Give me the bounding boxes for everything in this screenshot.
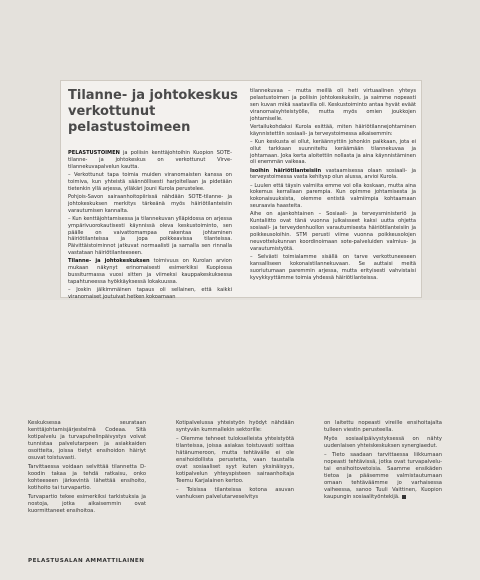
subhead-text: vastaamisessa olaan sosiaali- ja terveystoimessa vasta kehitysp olun alussa, arvioi Kurola. <box>250 167 416 181</box>
paragraph <box>324 452 442 501</box>
paragraph: – Olemme tehneet tulokselleista yhteistyötä tilanteissa, joissa asiakas toistuvasti soittaa hätänumeroon, mutta tehtävälle ei ole ensihoidollista perustetta, vaan taustalla ovat sosiaaliset syyt kuten yksinäisyys, kotipalvelun yhteyspisteen sairaanhoitaja Teemu Karjalainen kertoo. <box>176 436 294 484</box>
paragraph: – Kun keskusta ei ollut, keräännyttiin johonkin paikkaan, jota ei ollut tarkkaan suunniteltu keräämään tilannekuvaa ja johtamaan. Joka kerta aloitettiin nollasta ja aina käynnistäminen oli enemmän vaikeaa. <box>250 138 416 166</box>
paragraph: Pohjois-Savon sairaanhoitopiirissä nähdään SOTE-tilanne- ja johtokeskuksen merkitys tärkeänä myös häiriötilanteisiin varautumisen kannalta. <box>68 193 232 214</box>
subhead-text: toimivuus on Kurolan arvion mukaan näkynyt erinomaisesti esimerkiksi Kuopiossa bussiturmassa vuosi sitten ja viimeksi kauppakeskuksessa tapahtuneessa hyökkäyksessä lokakuussa. <box>68 258 232 286</box>
subhead-paragraph <box>250 168 416 182</box>
paragraph: – Selvästi toimialamme sisällä on tarve verkottuneeseen kansalliseen kokonaistilannekuvaan. Se auttaisi meitä suoriutumaan paremmin arjessa, mutta erityisesti vahvistaisi kyvykkyyttämme toimia yhdessä häiriötilanteissa. <box>250 253 416 281</box>
paragraph: – Joskin jälkimmäinen tapaus oli sellainen, että kaikki viranomaiset joutuivat hetken kokoamaan <box>68 287 232 301</box>
paragraph: Tarvittaessa voidaan selvittää tilannetta D-koodin takaa ja tehdä ratkaisu, onko kohteeseen järkevintä lähettää ensihoito, kotihoito tai turvapartio. <box>28 464 146 491</box>
article-title: Tilanne- ja johtokeskus verkottunut pelastustoimeen <box>68 88 238 135</box>
end-mark-icon <box>402 495 406 499</box>
lead-text: ja poliisin kenttäjohtoihin Kuopion SOTE-tilanne- ja johtokeskus on verkottunut Virve-tilannekuvapalvelun kautta. <box>68 150 232 170</box>
paragraph: – Toisissa tilanteissa kotona asuvan vanhuksen palvelutarveselvitys <box>176 487 294 500</box>
subhead-paragraph <box>68 258 232 286</box>
paragraph: Myös sosiaalipäivystyksessä on nähty uudenlaisen yhteiskeskuksen synergiaedut. <box>324 436 442 449</box>
paragraph: – Verkottunut tapa toimia muiden viranomaisten kanssa on toimiva, kun yhteistä säännöllisesti harjoitellaan ja pidetään tietenkin yllä arjessa, ylläkäri Jouni Kurola perustelee. <box>68 171 232 192</box>
lead-bold: PELASTUSTOIMEN <box>68 150 120 156</box>
lower-column-1 <box>28 420 146 517</box>
paragraph: – Luulen että täysin valmiita emme voi olla koskaan, mutta aina kokemus kerrallaan parempia. Kun opimme johtamisesta ja kokonaisuuksista, olemme entistä valmiimpia kohtaamaan seuraavia haasteita. <box>250 182 416 210</box>
paragraph: Vertailukohdaksi Kurola esittää, miten häiriötilannejohtaminen käynnistettiin sosiaali- ja terveystoimessa aikaisemmin: <box>250 123 416 137</box>
lower-column-3 <box>324 420 442 503</box>
paragraph: Keskuksessa seurataan kenttäjohtamisjärjestelmä Codeaa. Sitä kotipalvelu ja turvapuhelinpäivystys voivat tunnistaa palvelutarpeen ja asiakkaiden osoitteita, joissa tietyt ensihoidon häiriyt osuvat toistuvasti. <box>28 420 146 461</box>
paragraph: Aihe on ajankohtainen – Sosiaali- ja terveysministeriö ja Kuntaliitto ovat tänä vuonna julkaisseet kaksi uutta ohjetta sosiaali- ja terveydenhuollon varautumisesta häiriötilanteisiin ja poikkeusoloihin. STM perusti viime vuonna poikkeusolojen neuvottelukunnan koordinoimaan sote-palveluiden valmius- ja varautumistyötä. <box>250 211 416 252</box>
paragraph: tilannekuvaa – mutta meillä oli heti virtuaalinen yhteys pelastustoimen ja poliisin johtokeskuksiin, ja saimme nopeasti sen kuvan mikä saatavilla oli. Keskustoiminto antaa hyvät eväät viranomaisyhteistyölle, mutta myös omien joukkojen johtamiselle. <box>250 88 416 122</box>
paragraph: on laitettu nopeasti vireille ensihoitajalta tulleen viestin perusteella. <box>324 420 442 433</box>
paragraph: Kotipalvelussa yhteistyön hyödyt nähdään syntyvän kummallekin sektorille: <box>176 420 294 433</box>
lower-column-2 <box>176 420 294 503</box>
footer-publication-name: PELASTUSALAN AMMATTILAINEN <box>28 558 145 564</box>
lead-paragraph <box>68 150 232 171</box>
paragraph-text: – Tieto saadaan tarvittaessa liikkumaan nopeasti tehtävissä, jotka ovat turvapalvelu- tai ensihoitovetoisia. Saamme ensikäden tietoa ja pääsemme valmistautumaan omaan tehtäväämme jo varhaisessa vaiheessa, sanoo Tuuli Vaittinen, Kuopion kaupungin sosiaalityöntekijä. <box>324 452 442 500</box>
paragraph: Turvapartio tekee esimerkiksi tarkistuksia ja nostoja, jotka aikaisemmin ovat kuormittaneet ensihoitoa. <box>28 494 146 514</box>
subhead-bold: Tilanne- ja johtokeskuksen <box>68 258 150 265</box>
article-column-2 <box>250 88 416 283</box>
subhead-bold: Isoihin häiriötilanteisiin <box>250 167 322 174</box>
paragraph: – Kun kenttäjohtamisessa ja tilannekuvan ylläpidossa on arjessa ympärivuorokautisesti käynnissä oleva keskustoiminto, sen päälle on vaivattomampaa rakentaa johtaminen häiriötilanteissa ja jopa poikkeavissa tilanteissa. Päivittäistoiminnot jatkuvat normaalisti ja samalla sen rinnalla vastataan häiriötilanteeseen. <box>68 215 232 257</box>
article-column-1 <box>68 150 232 302</box>
